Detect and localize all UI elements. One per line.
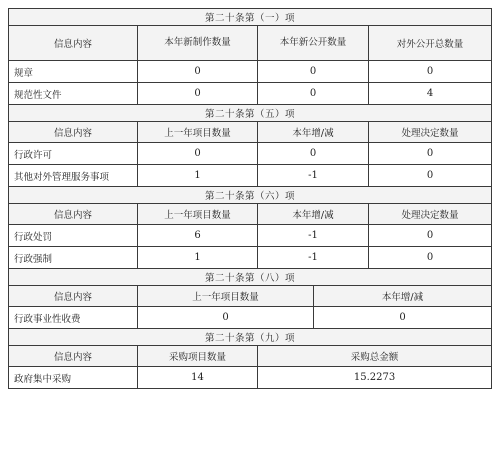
table-cell: 0 <box>258 143 369 165</box>
table-cell: 4 <box>369 83 492 105</box>
table-row <box>9 143 492 165</box>
table-cell: 14 <box>138 367 258 389</box>
table-row <box>9 83 492 105</box>
column-header: 处理决定数量 <box>369 204 492 225</box>
table-cell: 0 <box>369 143 492 165</box>
column-header: 处理决定数量 <box>369 122 492 143</box>
row-label: 规范性文件 <box>9 83 138 105</box>
table-cell: 0 <box>138 143 258 165</box>
section-4-title-row <box>9 269 492 286</box>
row-label: 其他对外管理服务事项 <box>9 165 138 187</box>
section-3-title-row <box>9 187 492 204</box>
table-cell: 6 <box>138 225 258 247</box>
section-title: 第二十条第（五）项 <box>9 105 492 122</box>
row-label: 行政许可 <box>9 143 138 165</box>
row-label: 规章 <box>9 61 138 83</box>
section-3-header-row <box>9 204 492 225</box>
section-title: 第二十条第（六）项 <box>9 187 492 204</box>
table-cell: 0 <box>138 61 258 83</box>
table-cell: 0 <box>258 83 369 105</box>
column-header: 采购总金额 <box>258 346 492 367</box>
row-label: 行政强制 <box>9 247 138 269</box>
section-title: 第二十条第（八）项 <box>9 269 492 286</box>
table-row <box>9 61 492 83</box>
column-header: 采购项目数量 <box>138 346 258 367</box>
table-cell: 0 <box>369 247 492 269</box>
table-cell: 0 <box>258 61 369 83</box>
section-2-header-row <box>9 122 492 143</box>
section-5-title-row <box>9 329 492 346</box>
column-header: 上一年项目数量 <box>138 286 314 307</box>
section-title: 第二十条第（九）项 <box>9 329 492 346</box>
column-header: 本年新公开数量 <box>258 26 369 61</box>
table-row <box>9 247 492 269</box>
column-header: 信息内容 <box>9 204 138 225</box>
table-cell: 0 <box>314 307 492 329</box>
column-header: 信息内容 <box>9 122 138 143</box>
column-header: 上一年项目数量 <box>138 122 258 143</box>
column-header: 信息内容 <box>9 26 138 61</box>
row-label: 行政事业性收费 <box>9 307 138 329</box>
column-header: 本年增/减 <box>314 286 492 307</box>
table-cell: 1 <box>138 165 258 187</box>
column-header: 对外公开总数量 <box>369 26 492 61</box>
table-cell: 0 <box>138 307 314 329</box>
section-1-title-row <box>9 9 492 26</box>
table-cell: 15.2273 <box>258 367 492 389</box>
table-row <box>9 165 492 187</box>
table-cell: 0 <box>369 61 492 83</box>
column-header: 本年增/减 <box>258 204 369 225</box>
row-label: 行政处罚 <box>9 225 138 247</box>
table-row <box>9 225 492 247</box>
table-cell: 0 <box>369 225 492 247</box>
table-cell: -1 <box>258 225 369 247</box>
section-title: 第二十条第（一）项 <box>9 9 492 26</box>
column-header: 上一年项目数量 <box>138 204 258 225</box>
section-1-header-row <box>9 26 492 61</box>
column-header: 本年新制作数量 <box>138 26 258 61</box>
table-row <box>9 307 492 329</box>
column-header: 本年增/减 <box>258 122 369 143</box>
table-cell: -1 <box>258 247 369 269</box>
government-info-disclosure-table <box>8 8 492 389</box>
column-header: 信息内容 <box>9 286 138 307</box>
table-cell: -1 <box>258 165 369 187</box>
table-row <box>9 367 492 389</box>
row-label: 政府集中采购 <box>9 367 138 389</box>
section-2-title-row <box>9 105 492 122</box>
table-cell: 0 <box>369 165 492 187</box>
section-4-header-row <box>9 286 492 307</box>
column-header: 信息内容 <box>9 346 138 367</box>
section-5-header-row <box>9 346 492 367</box>
table-cell: 1 <box>138 247 258 269</box>
table-cell: 0 <box>138 83 258 105</box>
